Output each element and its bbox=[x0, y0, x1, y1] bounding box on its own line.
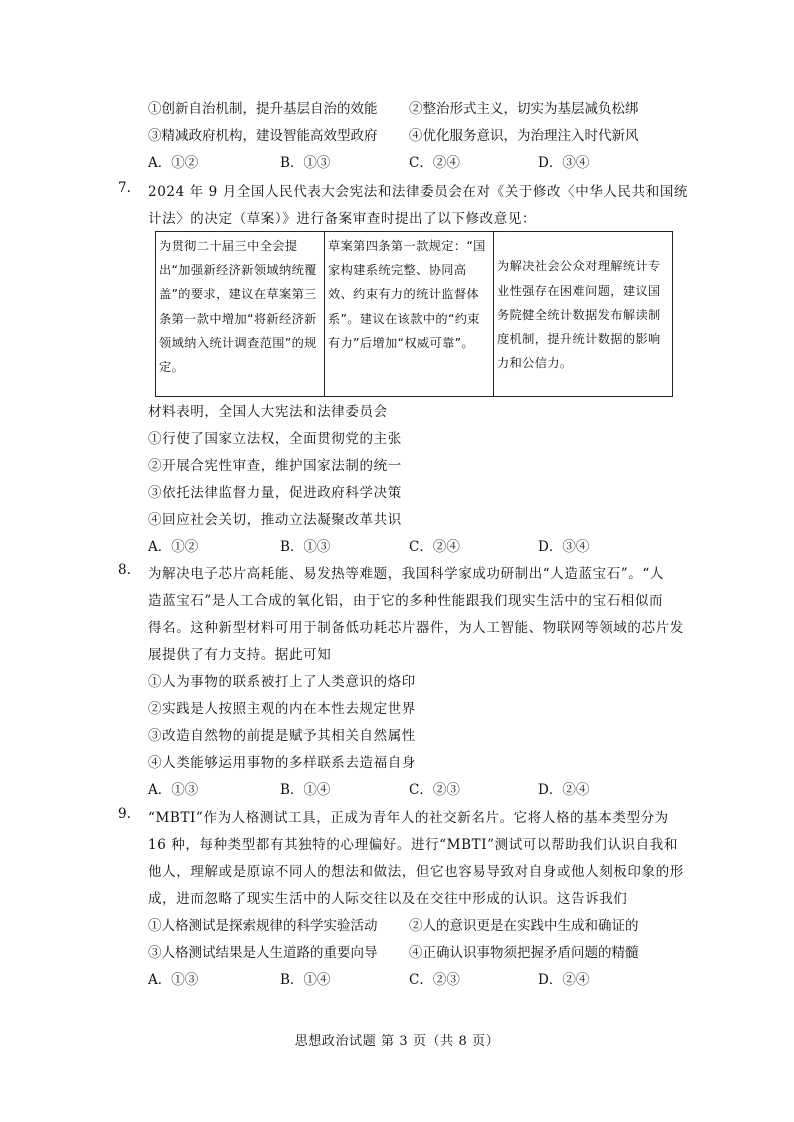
q8-stem-line-1: 为解决电子芯片高耗能、易发热等难题，我国科学家成功研制出“人造蓝宝石”。“人 bbox=[148, 566, 665, 582]
q8-choice-c: C．②③ bbox=[409, 782, 460, 798]
q6-choice-a: A．①② bbox=[148, 155, 199, 171]
q8-stem-line-3: 得名。这种新型材料可用于制备低功耗芯片器件，为人工智能、物联网等领域的芯片发 bbox=[148, 620, 684, 636]
q8-stem-line-4: 展提供了有力支持。据此可知 bbox=[148, 647, 332, 663]
q9-choice-a: A．①③ bbox=[148, 972, 199, 988]
page-footer: 思想政治试题 第 3 页（共 8 页） bbox=[294, 1034, 500, 1049]
q9-choice-c: C．②③ bbox=[409, 972, 460, 988]
q8-choice-b: B．①④ bbox=[280, 782, 331, 798]
q7-choice-d: D．③④ bbox=[538, 539, 590, 555]
q8-choice-a: A．①③ bbox=[148, 782, 199, 798]
q9-option-2: ②人的意识更是在实践中生成和确证的 bbox=[409, 918, 639, 934]
q7-option-4: ④回应社会关切，推动立法凝聚改革共识 bbox=[148, 512, 402, 528]
q7-option-3: ③依托法律监督力量，促进政府科学决策 bbox=[148, 485, 402, 501]
q9-option-1: ①人格测试是探索规律的科学实验活动 bbox=[148, 918, 378, 934]
q6-option-1: ①创新自治机制，提升基层自治的效能 bbox=[148, 101, 378, 117]
q7-choice-a: A．①② bbox=[148, 539, 199, 555]
q6-option-2: ②整治形式主义，切实为基层减负松绑 bbox=[409, 101, 639, 117]
revision-cell-2: 草案第四条第一款规定：“国家构建系统完整、协同高效、约束有力的统计监督体系”。建议在该款中的“约束有力”后增加“权威可靠”。 bbox=[325, 232, 494, 397]
q8-option-4: ④人类能够运用事物的多样联系去造福自身 bbox=[148, 755, 416, 771]
q7-choice-b: B．①③ bbox=[280, 539, 331, 555]
q9-option-4: ④正确认识事物须把握矛盾问题的精髓 bbox=[409, 945, 639, 961]
q7-option-2: ②开展合宪性审查，维护国家法制的统一 bbox=[148, 458, 402, 474]
q7-stem-line-1: 2024 年 9 月全国人民代表大会宪法和法律委员会在对《关于修改〈中华人民共和国统 bbox=[148, 184, 689, 200]
q7-number: 7. bbox=[118, 180, 131, 196]
q8-number: 8. bbox=[118, 562, 131, 578]
q6-choice-d: D．③④ bbox=[538, 155, 590, 171]
q6-choice-b: B．①③ bbox=[280, 155, 331, 171]
q9-option-3: ③人格测试结果是人生道路的重要向导 bbox=[148, 945, 378, 961]
revision-cell-1: 为贯彻二十届三中全会提出“加强新经济新领域纳统覆盖”的要求，建议在草案第三条第一款中增加“将新经济新领域纳入统计调查范围”的规定。 bbox=[156, 232, 325, 397]
q9-choice-b: B．①④ bbox=[280, 972, 331, 988]
revision-cell-3: 为解决社会公众对理解统计专业性强存在困难问题，建议国务院健全统计数据发布解读制度机制，提升统计数据的影响力和公信力。 bbox=[494, 232, 673, 397]
q8-choice-d: D．②④ bbox=[538, 782, 590, 798]
q9-stem-line-4: 成，进而忽略了现实生活中的人际交往以及在交往中形成的认识。这告诉我们 bbox=[148, 891, 628, 907]
q7-choice-c: C．②④ bbox=[409, 539, 460, 555]
q7-stem-line-2: 计法〉的决定（草案）》进行备案审查时提出了以下修改意见： bbox=[148, 211, 537, 227]
table-row bbox=[156, 232, 673, 397]
q8-option-3: ③改造自然物的前提是赋予其相关自然属性 bbox=[148, 728, 416, 744]
q9-stem-line-2: 16 种，每种类型都有其独特的心理偏好。进行“MBTI”测试可以帮助我们认识自我和 bbox=[148, 837, 678, 853]
q9-number: 9. bbox=[118, 806, 131, 822]
q6-option-3: ③精减政府机构，建设智能高效型政府 bbox=[148, 128, 378, 144]
q8-stem-line-2: 造蓝宝石”是人工合成的氧化铝，由于它的多种性能跟我们现实生活中的宝石相似而 bbox=[148, 593, 664, 609]
q6-choice-c: C．②④ bbox=[409, 155, 460, 171]
q9-stem-line-1: “MBTI”作为人格测试工具，正成为青年人的社交新名片。它将人格的基本类型分为 bbox=[148, 810, 669, 826]
q8-option-1: ①人为事物的联系被打上了人类意识的烙印 bbox=[148, 674, 416, 690]
q9-stem-line-3: 他人，理解或是原谅不同人的想法和做法，但它也容易导致对自身或他人刻板印象的形 bbox=[148, 864, 684, 880]
q6-option-4: ④优化服务意识，为治理注入时代新风 bbox=[409, 128, 639, 144]
revision-table bbox=[155, 231, 673, 397]
q8-option-2: ②实践是人按照主观的内在本性去规定世界 bbox=[148, 701, 416, 717]
q9-choice-d: D．②④ bbox=[538, 972, 590, 988]
q7-lead: 材料表明，全国人大宪法和法律委员会 bbox=[148, 404, 388, 420]
q7-option-1: ①行使了国家立法权，全面贯彻党的主张 bbox=[148, 431, 402, 447]
